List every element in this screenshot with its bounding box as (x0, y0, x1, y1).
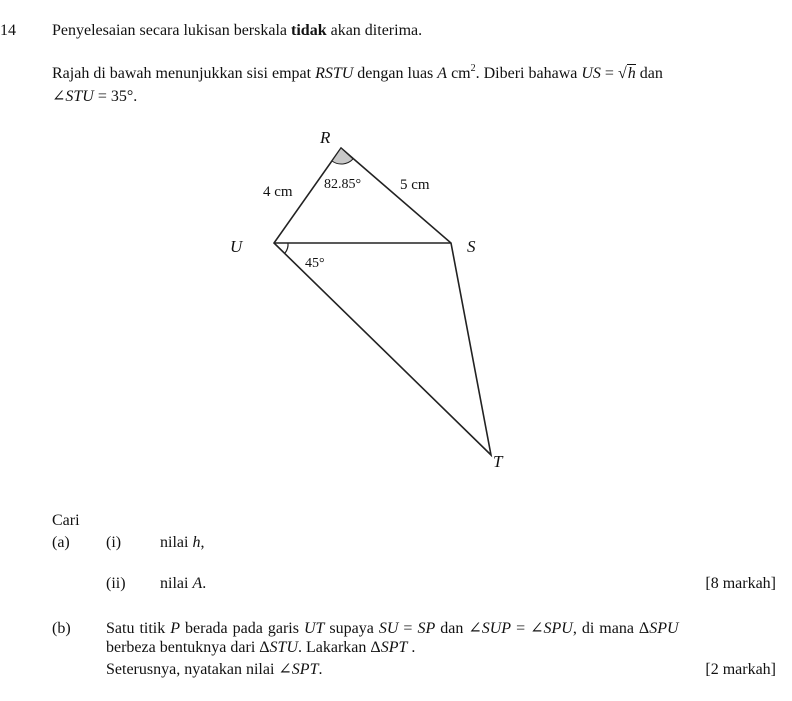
part-b-label: (b) (52, 620, 71, 637)
instruction-bold: tidak (291, 22, 327, 39)
part-var: A (192, 575, 203, 592)
part-text: Seterusnya, nyatakan nilai ∠ (106, 661, 292, 678)
part-text: nilai (160, 575, 193, 592)
angle-marker-U (285, 243, 288, 253)
stem-text: dengan luas (353, 65, 438, 82)
part-b-line-1 (106, 619, 679, 639)
part-a-i-label: (i) (106, 534, 122, 551)
part-var: SUP (481, 620, 512, 637)
stem-text: cm (447, 65, 471, 82)
part-a-ii-text (160, 574, 206, 594)
part-a-i-text (160, 533, 204, 553)
part-text: . Lakarkan Δ (298, 639, 381, 656)
part-text: nilai (160, 534, 193, 551)
part-var: SU (378, 620, 399, 637)
stem-var: A (437, 65, 448, 82)
stem-var: US (581, 65, 601, 82)
angle-symbol: ∠ (52, 88, 66, 105)
part-a-ii-label: (ii) (106, 575, 126, 592)
part-text: supaya (324, 620, 379, 637)
vertex-label-S: S (467, 237, 476, 256)
instruction-part: Penyelesaian secara lukisan berskala (52, 22, 292, 39)
part-var: P (170, 620, 181, 637)
part-text: Satu titik (106, 620, 171, 637)
part-a-label: (a) (52, 534, 70, 551)
part-text: berbeza bentuknya dari Δ (106, 639, 270, 656)
side-label-RU: 4 cm (263, 184, 293, 200)
quadrilateral-outline (274, 148, 491, 455)
part-var: STU (269, 639, 298, 656)
instruction-part: akan diterima. (326, 22, 423, 39)
part-text: , (200, 534, 205, 551)
part-text: . (407, 639, 416, 656)
part-b-marks: [2 markah] (705, 661, 776, 678)
part-var: SPU (649, 620, 679, 637)
vertex-label-T: T (493, 452, 503, 471)
part-text: = (398, 620, 418, 637)
angle-label-R: 82.85° (324, 177, 362, 192)
stem-var: STU (65, 88, 94, 105)
part-text: berada pada garis (180, 620, 304, 637)
stem-text: = (600, 65, 618, 82)
cari-label: Cari (52, 512, 80, 529)
question-number: 14 (0, 22, 16, 39)
part-text: , di mana Δ (572, 620, 650, 637)
part-text: = ∠ (511, 620, 544, 637)
part-text: dan ∠ (435, 620, 482, 637)
part-b-line-3 (106, 660, 322, 680)
part-a-marks: [8 markah] (705, 575, 776, 592)
stem-var: RSTU (315, 65, 354, 82)
stem-text: dan (635, 65, 663, 82)
side-label-RS: 5 cm (400, 177, 430, 193)
sqrt-symbol: √ (617, 65, 627, 82)
part-text: . (202, 575, 207, 592)
part-b-line-2 (106, 638, 415, 658)
part-var: SPT (291, 661, 319, 678)
part-var: SPU (543, 620, 573, 637)
vertex-label-U: U (230, 237, 243, 256)
angle-marker-R (332, 148, 353, 164)
part-var: SPT (380, 639, 408, 656)
part-var: SP (417, 620, 436, 637)
vertex-label-R: R (320, 128, 331, 147)
sqrt-radicand: h (627, 65, 636, 82)
part-var: h (192, 534, 201, 551)
stem-text: . Diberi bahawa (475, 65, 582, 82)
stem-sup: 2 (470, 62, 476, 74)
part-var: UT (303, 620, 325, 637)
stem-text: Rajah di bawah menunjukkan sisi empat (52, 65, 316, 82)
part-text: . (318, 661, 323, 678)
stem-text: = 35°. (93, 88, 138, 105)
angle-label-U: 45° (305, 256, 325, 271)
